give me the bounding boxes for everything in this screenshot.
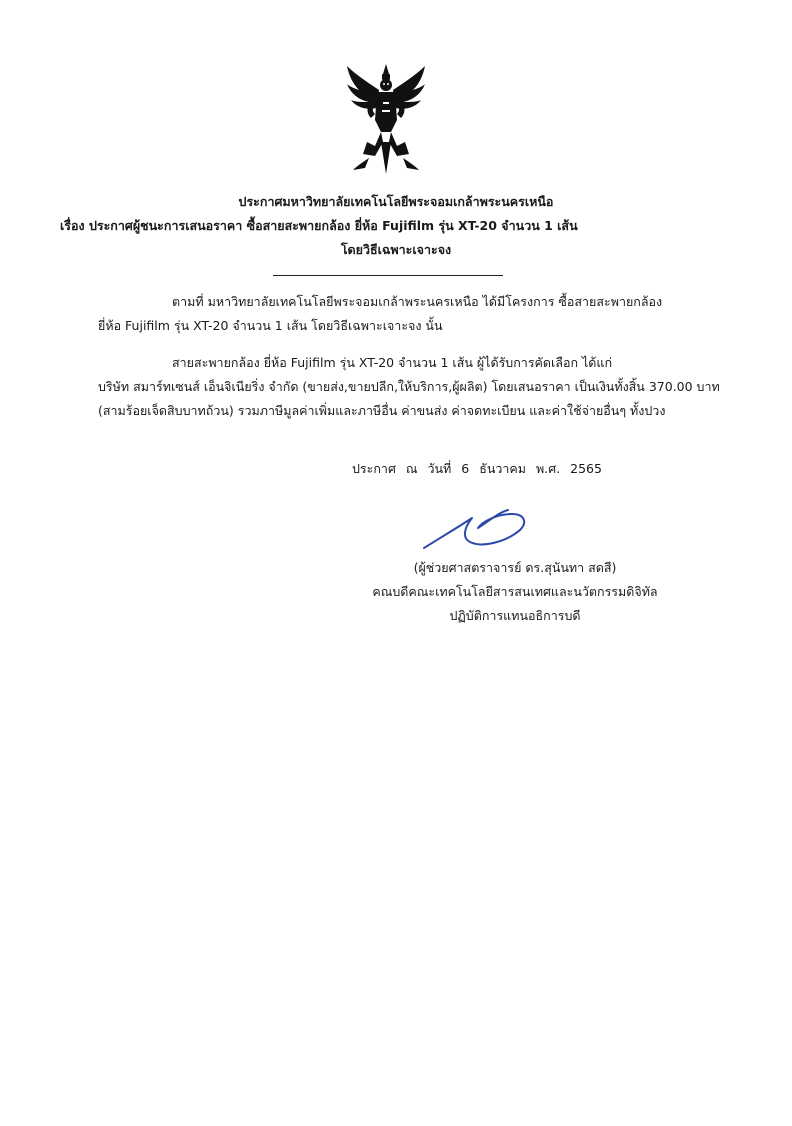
signatory-position: คณบดีคณะเทคโนโลยีสารสนเทศและนวัตกรรมดิจิทัล <box>372 584 658 599</box>
announcement-title <box>0 190 792 262</box>
org-title: ประกาศมหาวิทยาลัยเทคโนโลยีพระจอมเกล้าพระนครเหนือ <box>238 194 554 209</box>
paragraph-2-line-1: สายสะพายกล้อง ยี่ห้อ Fujifilm รุ่น XT-20 จำนวน 1 เส้น ผู้ได้รับการคัดเลือก ได้แก่ <box>172 355 613 370</box>
paragraph-2-line-3: (สามร้อยเจ็ดสิบบาทถ้วน) รวมภาษีมูลค่าเพิ่มและภาษีอื่น ค่าขนส่ง ค่าจดทะเบียน และค่าใช้จ่ายอื่นๆ ทั้งปวง <box>98 403 666 418</box>
signatory-acting: ปฏิบัติการแทนอธิการบดี <box>449 608 581 623</box>
date-year-value: 2565 <box>570 461 602 476</box>
date-day-label: วันที่ <box>427 461 452 476</box>
title-divider <box>273 275 503 276</box>
paragraph-2-line-2: บริษัท สมาร์ทเซนส์ เอ็นจิเนียริ่ง จำกัด (ขายส่ง,ขายปลีก,ให้บริการ,ผู้ผลิต) โดยเสนอราคา เป็นเงินทั้งสิ้น 370.00 บาท <box>98 379 720 394</box>
announcement-date <box>352 457 608 481</box>
date-announced-label: ประกาศ <box>352 461 396 476</box>
date-day-value: 6 <box>461 461 470 476</box>
date-month-value: ธันวาคม <box>479 461 527 476</box>
subject-title: เรื่อง ประกาศผู้ชนะการเสนอราคา ซื้อสายสะพายกล้อง ยี่ห้อ Fujifilm รุ่น XT-20 จำนวน 1 เส้น <box>60 218 578 233</box>
paragraph-1-line-1: ตามที่ มหาวิทยาลัยเทคโนโลยีพระจอมเกล้าพระนครเหนือ ได้มีโครงการ ซื้อสายสะพายกล้อง <box>172 294 663 309</box>
paragraph-1-line-2: ยี่ห้อ Fujifilm รุ่น XT-20 จำนวน 1 เส้น โดยวิธีเฉพาะเจาะจง นั้น <box>98 318 443 333</box>
date-era-label: พ.ศ. <box>536 461 561 476</box>
signatory-name: (ผู้ช่วยศาสตราจารย์ ดร.สุนันทา สดสี) <box>413 560 617 575</box>
signatory-block <box>300 556 730 628</box>
method-title: โดยวิธีเฉพาะเจาะจง <box>340 242 452 257</box>
handwritten-signature <box>420 508 532 554</box>
garuda-emblem-icon <box>345 62 427 178</box>
date-at-label: ณ <box>405 461 418 476</box>
